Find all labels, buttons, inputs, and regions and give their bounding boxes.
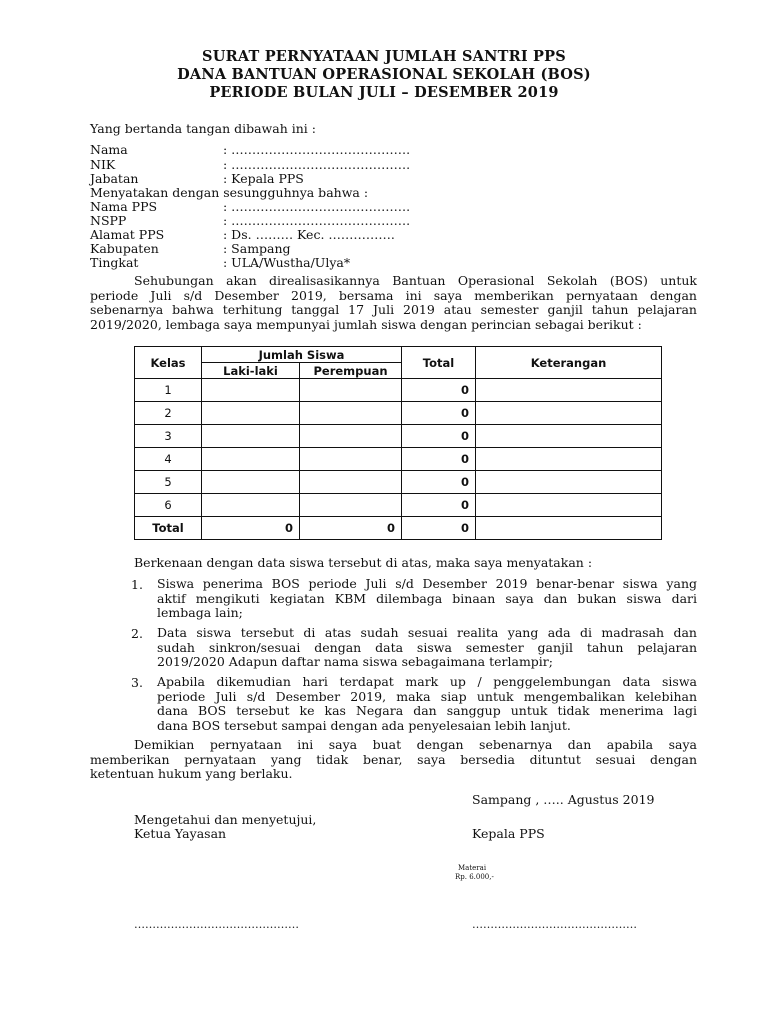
paragraph-intro-line: Sehubungan akan direalisasikannya Bantuan Operasional Sekolah (BOS) untuk xyxy=(134,273,697,288)
header-laki-laki: Laki-laki xyxy=(202,363,300,379)
closing-paragraph xyxy=(90,738,697,782)
cell-laki xyxy=(202,494,300,517)
field-label-tingkat: Tingkat xyxy=(90,255,139,270)
cell-perempuan xyxy=(300,494,402,517)
cell-keterangan xyxy=(476,471,662,494)
cell-kelas: 6 xyxy=(135,494,202,517)
list-number-3: 3. xyxy=(131,675,143,690)
table-row xyxy=(135,448,662,471)
after-table-text: Berkenaan dengan data siswa tersebut di atas, maka saya menyatakan : xyxy=(134,555,593,570)
list-item-line: Apabila dikemudian hari terdapat mark up / penggelembungan data siswa xyxy=(157,674,697,689)
cell-perempuan xyxy=(300,471,402,494)
field-label-nama-pps: Nama PPS xyxy=(90,199,158,214)
field-value-nspp: : ……………………………………. xyxy=(223,213,411,228)
paragraph-intro-line: 2019/2020, lembaga saya mempunyai jumlah siswa dengan perincian sebagai berikut : xyxy=(90,316,642,332)
table-total-row xyxy=(135,517,662,540)
field-label-nik: NIK xyxy=(90,157,116,172)
cell-total-label: Total xyxy=(135,517,202,540)
field-value-nama-pps: : ……………………………………. xyxy=(223,199,411,214)
sign-left-dots: ……………………………………… xyxy=(134,918,299,931)
cell-perempuan xyxy=(300,379,402,402)
list-item-line: Siswa penerima BOS periode Juli s/d Desember 2019 benar-benar siswa yang xyxy=(157,576,697,591)
closing-line: ketentuan hukum yang berlaku. xyxy=(90,766,293,781)
cell-kelas: 2 xyxy=(135,402,202,425)
header-total: Total xyxy=(402,347,476,379)
header-jumlah-siswa: Jumlah Siswa xyxy=(202,347,402,363)
closing-line: memberikan pernyataan yang tidak benar, saya bersedia dituntut sesuai dengan xyxy=(90,751,697,767)
table-row xyxy=(135,379,662,402)
cell-total-perempuan: 0 xyxy=(300,517,402,540)
place-date: Sampang , ….. Agustus 2019 xyxy=(472,792,655,807)
field-label-kabupaten: Kabupaten xyxy=(90,241,159,256)
table-row xyxy=(135,425,662,448)
title-line-3: PERIODE BULAN JULI – DESEMBER 2019 xyxy=(209,84,559,101)
paragraph-intro-line: periode Juli s/d Desember 2019, bersama ini saya memberikan pernyataan dengan xyxy=(90,287,697,303)
field-label-alamat: Alamat PPS xyxy=(90,227,165,242)
list-item-1 xyxy=(157,577,697,621)
cell-kelas: 4 xyxy=(135,448,202,471)
cell-total-total: 0 xyxy=(402,517,476,540)
cell-keterangan xyxy=(476,425,662,448)
table-row xyxy=(135,494,662,517)
declare-text: Menyatakan dengan sesungguhnya bahwa : xyxy=(90,185,369,200)
cell-laki xyxy=(202,471,300,494)
sign-right-title: Kepala PPS xyxy=(472,826,545,841)
cell-total-laki: 0 xyxy=(202,517,300,540)
field-value-nama: : ……………………………………. xyxy=(223,142,411,157)
cell-laki xyxy=(202,379,300,402)
sign-left-title: Ketua Yayasan xyxy=(134,826,227,841)
cell-total: 0 xyxy=(402,448,476,471)
intro-text: Yang bertanda tangan dibawah ini : xyxy=(90,121,316,136)
title-line-2: DANA BANTUAN OPERASIONAL SEKOLAH (BOS) xyxy=(177,66,591,83)
cell-perempuan xyxy=(300,425,402,448)
cell-laki xyxy=(202,448,300,471)
cell-total: 0 xyxy=(402,402,476,425)
cell-total: 0 xyxy=(402,471,476,494)
materai-value: Rp. 6.000,- xyxy=(455,873,494,881)
cell-laki xyxy=(202,402,300,425)
sign-right-dots: ……………………………………… xyxy=(472,918,637,931)
paragraph-intro-line: sebenarnya bahwa terhitung tanggal 17 Juli 2019 atau semester ganjil tahun pelajaran xyxy=(90,302,697,317)
cell-total-keterangan xyxy=(476,517,662,540)
cell-kelas: 1 xyxy=(135,379,202,402)
field-value-nik: : ……………………………………. xyxy=(223,157,411,172)
list-item-line: aktif mengikuti kegiatan KBM dilembaga binaan saya dan bukan siswa dari xyxy=(157,590,697,606)
field-value-tingkat: : ULA/Wustha/Ulya* xyxy=(223,255,351,270)
field-value-kabupaten: : Sampang xyxy=(223,241,291,256)
paragraph-intro xyxy=(90,274,697,332)
list-item-line: 2019/2020 Adapun daftar nama siswa sebagaimana terlampir; xyxy=(157,654,553,669)
header-perempuan: Perempuan xyxy=(300,363,402,379)
cell-keterangan xyxy=(476,379,662,402)
title-line-1: SURAT PERNYATAAN JUMLAH SANTRI PPS xyxy=(202,48,566,65)
field-label-nama: Nama xyxy=(90,142,128,157)
cell-total: 0 xyxy=(402,425,476,448)
list-item-3 xyxy=(157,675,697,733)
cell-total: 0 xyxy=(402,494,476,517)
list-item-2 xyxy=(157,626,697,670)
list-item-line: sudah sinkron/sesuai dengan data siswa semester ganjil tahun pelajaran xyxy=(157,639,697,655)
sign-left-line1: Mengetahui dan menyetujui, xyxy=(134,812,317,827)
student-count-table xyxy=(134,346,662,540)
list-item-line: dana BOS tersebut ke kas Negara dan sanggup untuk tidak menerima lagi xyxy=(157,703,697,718)
list-item-line: Data siswa tersebut di atas sudah sesuai realita yang ada di madrasah dan xyxy=(157,625,697,640)
field-label-jabatan: Jabatan xyxy=(90,171,139,186)
header-keterangan: Keterangan xyxy=(476,347,662,379)
field-value-alamat: : Ds. ……… Kec. ……………. xyxy=(223,227,395,242)
list-item-line: periode Juli s/d Desember 2019, maka siap untuk mengembalikan kelebihan xyxy=(157,688,697,704)
cell-keterangan xyxy=(476,402,662,425)
cell-kelas: 3 xyxy=(135,425,202,448)
list-item-line: lembaga lain; xyxy=(157,605,243,620)
cell-keterangan xyxy=(476,448,662,471)
list-number-2: 2. xyxy=(131,626,143,641)
cell-perempuan xyxy=(300,402,402,425)
table-row xyxy=(135,471,662,494)
list-item-line: dana BOS tersebut sampai dengan ada penyelesaian lebih lanjut. xyxy=(157,717,571,733)
field-label-nspp: NSPP xyxy=(90,213,127,228)
cell-keterangan xyxy=(476,494,662,517)
cell-laki xyxy=(202,425,300,448)
field-value-jabatan: : Kepala PPS xyxy=(223,171,304,186)
closing-line: Demikian pernyataan ini saya buat dengan sebenarnya dan apabila saya xyxy=(134,737,697,752)
table-row xyxy=(135,402,662,425)
materai-label: Materai xyxy=(458,864,487,872)
list-number-1: 1. xyxy=(131,577,143,592)
header-kelas: Kelas xyxy=(135,347,202,379)
cell-total: 0 xyxy=(402,379,476,402)
cell-kelas: 5 xyxy=(135,471,202,494)
cell-perempuan xyxy=(300,448,402,471)
